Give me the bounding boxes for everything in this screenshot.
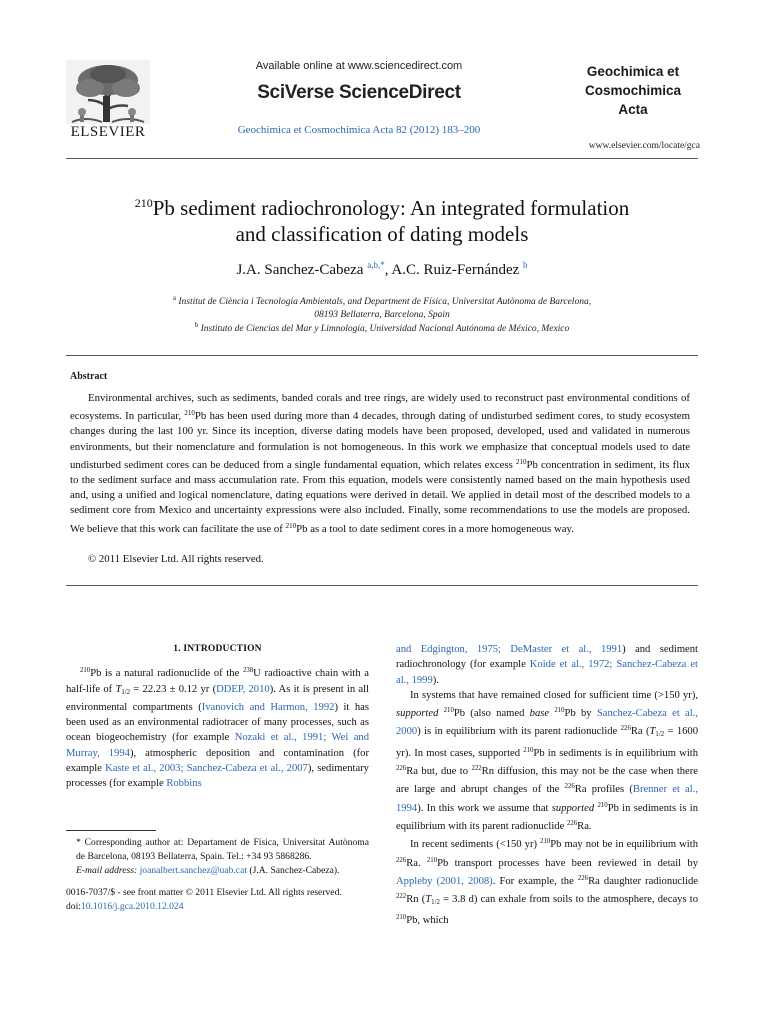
- affiliation-a-line-1: Institut de Ciència i Tecnologia Ambientals, and Department de Física, Universitat Autònoma de Barcelona,: [178, 297, 592, 307]
- abstract-heading: Abstract: [70, 371, 108, 382]
- publisher-name: ELSEVIER: [70, 124, 146, 140]
- citation-link[interactable]: Robbins: [166, 778, 202, 790]
- citation-link[interactable]: Sanchez-Cabeza et al., 2000: [396, 708, 698, 738]
- affiliation-b-mark: b: [194, 321, 199, 329]
- footnote-divider: [66, 830, 156, 831]
- email-link[interactable]: joanalbert.sanchez@uab.cat: [139, 865, 247, 876]
- affiliation-b: [66, 319, 698, 336]
- journal-name-line: Cosmochimica: [584, 83, 682, 98]
- abstract-top-divider: [66, 355, 698, 356]
- author-list: [66, 260, 698, 279]
- citation-link[interactable]: Koide et al., 1972; Sanchez-Cabeza et al., 1999: [396, 659, 698, 686]
- email-suffix: (J.A. Sanchez-Cabeza).: [249, 865, 340, 876]
- abstract-bottom-divider: [66, 585, 698, 586]
- section-heading-introduction: 1. INTRODUCTION: [173, 644, 262, 654]
- journal-name-line: Acta: [618, 102, 648, 117]
- affiliation-b-text: Instituto de Ciencias del Mar y Limnología, Universidad Nacional Autónoma de México, Mexico: [200, 324, 570, 334]
- journal-url[interactable]: www.elsevier.com/locate/gca: [588, 141, 700, 151]
- email-label: E-mail address:: [76, 865, 138, 876]
- doi-prefix: doi:: [66, 901, 81, 912]
- citation-link[interactable]: Nozaki et al., 1991; Wei and Murray, 1994: [66, 732, 370, 759]
- affiliation-a: [66, 292, 698, 322]
- doi-link[interactable]: 10.1016/j.gca.2010.12.024: [80, 901, 184, 912]
- author-2: A.C. Ruiz-Fernández: [391, 262, 520, 278]
- sciencedirect-brand: SciVerse ScienceDirect: [257, 82, 461, 103]
- journal-name: [568, 62, 698, 119]
- header-divider: [66, 158, 698, 159]
- journal-name-line: Geochimica et: [586, 64, 680, 79]
- body-column-left: 1. INTRODUCTION $^{210}$Pb is a natural radionuclide of the $^{238}$U radioactive chain with a half-life of $T_{1/2} = 22.23 \pm 0.12$ yr (DDEP, 2010). As it is present in all environmental compartments (Ivanovich and Harmon, 1992) it has been used as an environmental radiotracer of many processes, such as ocean biogeochemistry (for example Nozaki et al., 1991; Wei and Murray, 1994), atmospheric deposition and contamination (for example Kaste et al., 2003; Sanchez-Cabeza et al., 2007), sedimentary processes (for example Robbins: [66, 644, 370, 790]
- author-1-affiliation-link[interactable]: a,b,*: [367, 260, 385, 270]
- author-2-affiliation-link[interactable]: b: [523, 260, 528, 270]
- footnote-email: [66, 864, 369, 878]
- affiliation-a-mark: a: [172, 294, 177, 302]
- corresponding-author-footnote: [66, 836, 369, 878]
- citation-link[interactable]: Brenner et al., 1994: [396, 784, 698, 814]
- citation-link[interactable]: Kaste et al., 2003; Sanchez-Cabeza et al., 2007: [105, 763, 308, 775]
- article-title: [66, 190, 698, 247]
- abstract-copyright: © 2011 Elsevier Ltd. All rights reserved.: [88, 553, 264, 565]
- issn-line: 0016-7037/$ - see front matter © 2011 Elsevier Ltd. All rights reserved.: [66, 887, 342, 898]
- title-line-1: Pb sediment radiochronology: An integrated formulation: [152, 196, 630, 220]
- citation-link[interactable]: DDEP, 2010: [216, 683, 270, 695]
- author-1: J.A. Sanchez-Cabeza: [236, 262, 364, 278]
- body-column-right: and Edgington, 1975; DeMaster et al., 1991) and sediment radiochronology (for example Koide et al., 1972; Sanchez-Cabeza et al., 1999). In systems that have remained closed for sufficient time (>150 yr), supported $^{210}$Pb (also named base $^{210}$Pb by Sanchez-Cabeza et al., 2000) is in equilibrium with its parent radionuclide $^{226}$Ra ($T_{1/2} = 1600$ yr). In most cases, supported $^{210}$Pb in sediments is in equilibrium with $^{226}$Ra but, due to $^{222}$Rn diffusion, this may not be the case when there are large and abrupt changes of the $^{226}$Ra profiles (Brenner et al., 1994). In this work we assume that supported $^{210}$Pb in sediments is in equilibrium with its parent radionuclide $^{226}$Ra. In recent sediments (<150 yr) $^{210}$Pb may not be in equilibrium with $^{226}$Ra. $^{210}$Pb transport processes have been reviewed in detail by Appleby (2001, 2008). For example, the $^{226}$Ra daughter radionuclide $^{222}$Rn ($T_{1/2} = 3.8$ d) can exhale from soils to the atmosphere, decays to $^{210}$Pb, which: [396, 644, 699, 927]
- title-line-2: and classification of dating models: [235, 222, 529, 246]
- footnote-corresponding: * Corresponding author at: Departament de Física, Universitat Autònoma de Barcelona, 08193 Bellaterra, Spain. Tel.: +34 93 5868286.: [76, 837, 369, 862]
- title-superscript: 210: [134, 196, 153, 210]
- journal-citation-link[interactable]: Geochimica et Cosmochimica Acta 82 (2012) 183–200: [237, 124, 481, 136]
- available-online-text[interactable]: Available online at www.sciencedirect.com: [255, 60, 463, 72]
- affiliation-a-line-2: 08193 Bellaterra, Barcelona, Spain: [314, 310, 450, 320]
- citation-link[interactable]: Ivanovich and Harmon, 1992: [201, 701, 335, 713]
- author-separator: ,: [384, 262, 392, 278]
- citation-link[interactable]: and Edgington, 1975; DeMaster et al., 1991: [396, 644, 623, 655]
- abstract-body: Environmental archives, such as sediments, banded corals and tree rings, are widely used to reconstruct past environmental conditions of ecosystems. In particular, $^{210}$Pb has been used during more than 4 decades, through dating of undisturbed sediment cores, to study ecosystem changes during the last 100 yr. Since its inception, diverse dating models have been proposed, developed, used and validated in numerous environments, but their nomenclature and formulation is not homogeneous. In this work we emphasize that conceptual models used to date undisturbed sediment cores can be deduced from a single fundamental equation, which relates excess $^{210}$Pb concentration in sediment, its flux to the sediment surface and mass accumulation rate. From this equation, models were consistently named based on the main hypothesis used and, using a unified and logical nomenclature, dating equations were derived in detail. We applied in detail most of the described models to a sediment core from Mexico and uncertainty expressions were also included. Finally, some recommendations to use the models are proposed. We believe that this work can facilitate the use of $^{210}$Pb as a tool to date sediment cores in a more homogeneous way.: [70, 392, 690, 535]
- citation-link[interactable]: Appleby (2001, 2008): [396, 875, 493, 887]
